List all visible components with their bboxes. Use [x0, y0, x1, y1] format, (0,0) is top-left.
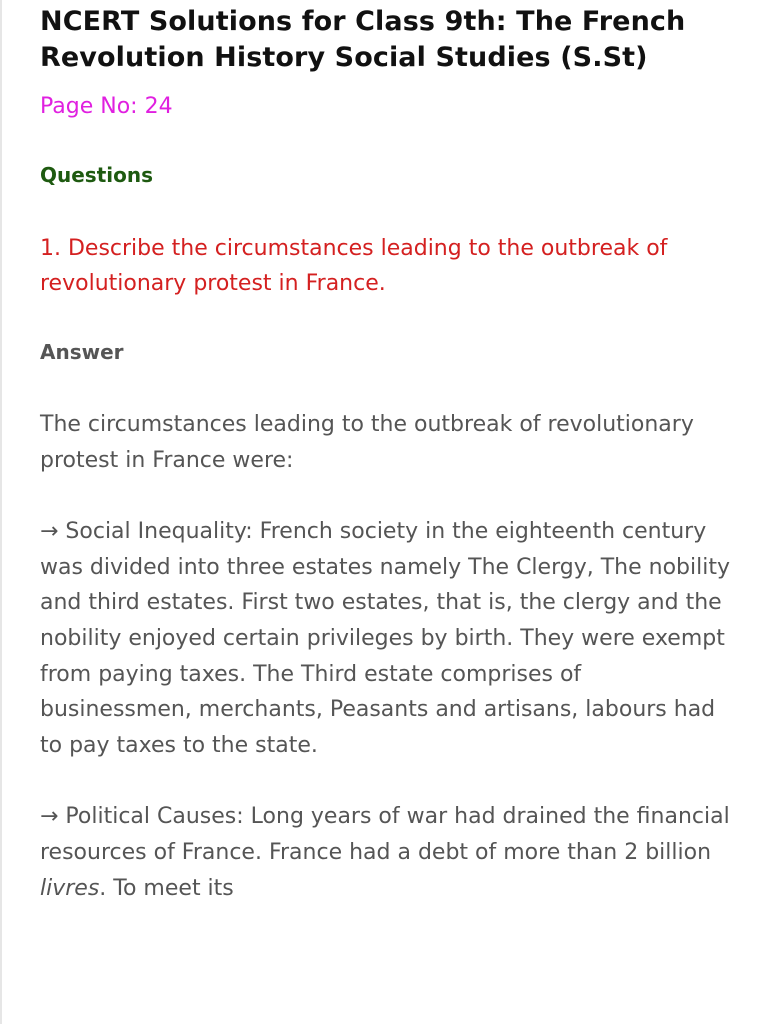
social-inequality-paragraph: → Social Inequality: French society in the eighteenth century was divided into three estates namely The Clergy, The nobility and third estates. First two estates, that is, the clergy and the nobility enjoyed certain privileges by birth. They were exempt from paying taxes. The Third estate comprises of businessmen, merchants, Peasants and artisans, labours had to pay taxes to the state. [40, 519, 730, 758]
page-number: Page No: 24 [40, 94, 173, 119]
answer-heading: Answer [40, 340, 124, 364]
article-title: NCERT Solutions for Class 9th: The French Revolution History Social Studies (S.St) [40, 6, 686, 73]
political-causes-text-b: . To meet its [99, 875, 234, 901]
political-causes-paragraph [40, 799, 738, 906]
answer-intro: The circumstances leading to the outbreak of revolutionary protest in France were: [40, 412, 694, 473]
political-causes-text-a: → Political Causes: Long years of war had drained the financial resources of France. France had a debt of more than 2 billion [40, 804, 730, 865]
left-border [0, 0, 2, 1024]
question-1: 1. Describe the circumstances leading to the outbreak of revolutionary protest in France. [40, 236, 668, 296]
livres-term: livres [40, 875, 100, 901]
questions-heading: Questions [40, 163, 154, 187]
